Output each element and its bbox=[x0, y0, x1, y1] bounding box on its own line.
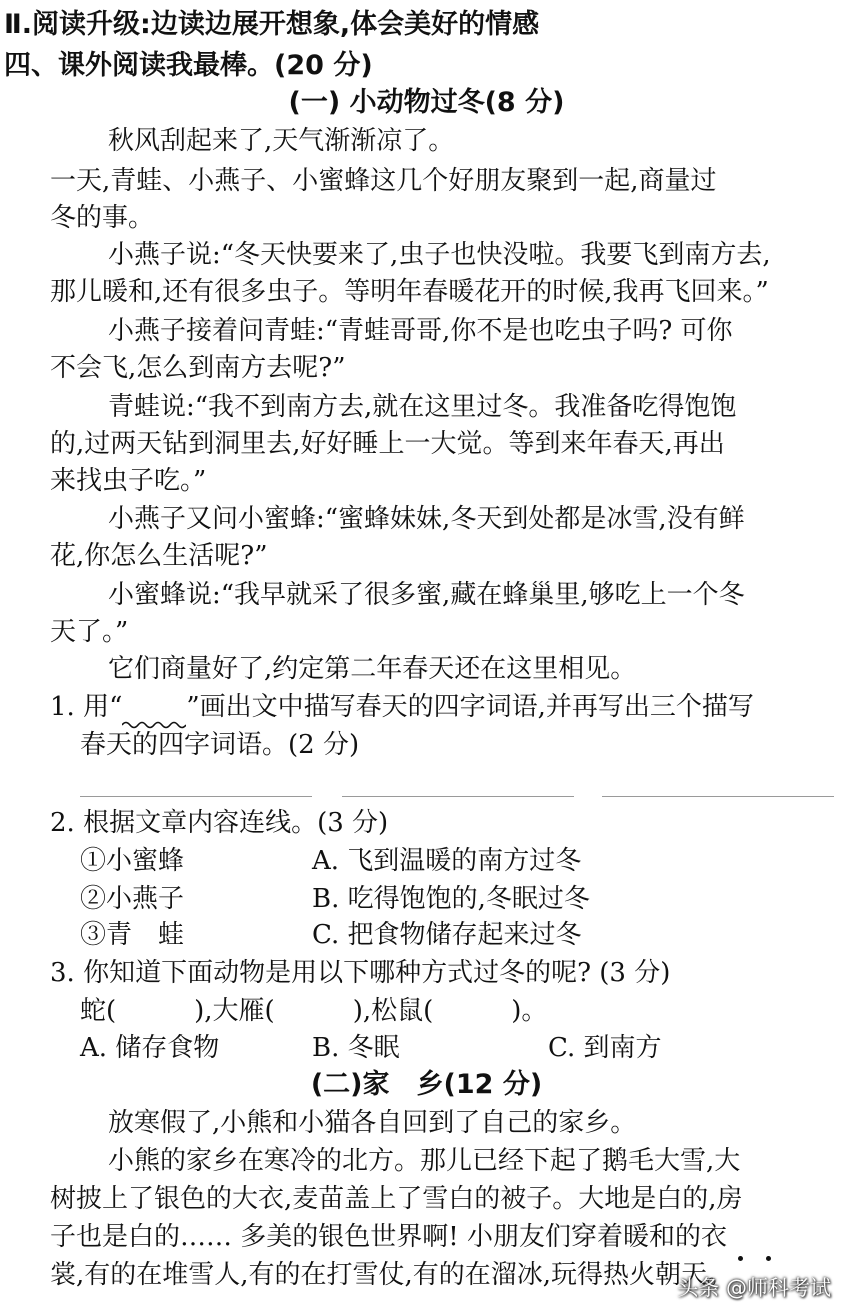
match-left-1[interactable]: ①小蜜蜂 bbox=[80, 846, 185, 876]
emphasis-dot bbox=[738, 1256, 743, 1261]
option-a: A. 储存食物 bbox=[80, 1033, 220, 1063]
passage1-line: 秋风刮起来了,天气渐渐凉了。 bbox=[108, 126, 455, 156]
passage2-line: 树披上了银色的大衣,麦苗盖上了雪白的被子。大地是白的,房 bbox=[50, 1184, 743, 1214]
passage1-line: 小燕子又问小蜜蜂:“蜜蜂妹妹,冬天到处都是冰雪,没有鲜 bbox=[108, 504, 745, 534]
question-1-prefix: 1. 用“ bbox=[50, 692, 123, 722]
wavy-underline-mark bbox=[122, 710, 186, 724]
question-1-suffix: ”画出文中描写春天的四字词语,并再写出三个描写 bbox=[186, 692, 754, 722]
passage2-line: 子也是白的…… 多美的银色世界啊! 小朋友们穿着暖和的衣 bbox=[50, 1222, 727, 1252]
passage1-line: 不会飞,怎么到南方去呢?” bbox=[50, 353, 346, 383]
passage1-line: 那儿暖和,还有很多虫子。等明年春暖花开的时候,我再飞回来。” bbox=[50, 277, 769, 307]
match-right-b[interactable]: B. 吃得饱饱的,冬眠过冬 bbox=[312, 884, 590, 914]
option-b: B. 冬眠 bbox=[312, 1033, 400, 1063]
passage1-title: (一) 小动物过冬(8 分) bbox=[288, 87, 565, 118]
passage1-line: 它们商量好了,约定第二年春天还在这里相见。 bbox=[108, 654, 637, 684]
passage2-line: 裳,有的在堆雪人,有的在打雪仗,有的在溜冰,玩得热火朝天。 bbox=[50, 1260, 734, 1290]
passage1-line: 小蜜蜂说:“我早就采了很多蜜,藏在蜂巢里,够吃上一个冬 bbox=[108, 580, 745, 610]
passage1-line: 一天,青蛙、小燕子、小蜜蜂这几个好朋友聚到一起,商量过 bbox=[50, 166, 717, 196]
passage1-line: 小燕子接着问青蛙:“青蛙哥哥,你不是也吃虫子吗? 可你 bbox=[108, 316, 733, 346]
option-c: C. 到南方 bbox=[548, 1033, 662, 1063]
section-title: Ⅱ.阅读升级:边读边展开想象,体会美好的情感 bbox=[4, 9, 540, 40]
passage1-line: 天了。” bbox=[50, 617, 129, 647]
match-left-2[interactable]: ②小燕子 bbox=[80, 884, 185, 914]
passage1-line: 花,你怎么生活呢?” bbox=[50, 541, 268, 571]
match-right-a[interactable]: A. 飞到温暖的南方过冬 bbox=[312, 846, 582, 876]
question-3: 3. 你知道下面动物是用以下哪种方式过冬的呢? (3 分) bbox=[50, 958, 671, 988]
passage2-line: 小熊的家乡在寒冷的北方。那儿已经下起了鹅毛大雪,大 bbox=[108, 1146, 741, 1176]
answer-line-2[interactable] bbox=[342, 796, 574, 797]
answer-line-3[interactable] bbox=[602, 796, 834, 797]
question-2: 2. 根据文章内容连线。(3 分) bbox=[50, 808, 389, 838]
passage1-line: 来找虫子吃。” bbox=[50, 466, 207, 496]
question-1 bbox=[50, 690, 754, 724]
match-right-c[interactable]: C. 把食物储存起来过冬 bbox=[312, 920, 582, 950]
match-left-3[interactable]: ③青 蛙 bbox=[80, 920, 185, 950]
question-1-line2: 春天的四字词语。(2 分) bbox=[80, 730, 360, 760]
emphasis-dot bbox=[766, 1256, 771, 1261]
passage2-title: (二)家 乡(12 分) bbox=[310, 1069, 543, 1100]
question-3-blanks[interactable]: 蛇( ),大雁( ),松鼠( )。 bbox=[80, 996, 548, 1026]
answer-line-1[interactable] bbox=[80, 796, 312, 797]
watermark: 头条 @师科考试 bbox=[677, 1276, 831, 1300]
passage1-line: 的,过两天钻到洞里去,好好睡上一大觉。等到来年春天,再出 bbox=[50, 429, 725, 459]
passage2-line: 放寒假了,小熊和小猫各自回到了自己的家乡。 bbox=[108, 1108, 637, 1138]
passage1-line: 青蛙说:“我不到南方去,就在这里过冬。我准备吃得饱饱 bbox=[108, 392, 737, 422]
passage1-line: 小燕子说:“冬天快要来了,虫子也快没啦。我要飞到南方去, bbox=[108, 240, 771, 270]
part-title: 四、课外阅读我最棒。(20 分) bbox=[4, 50, 373, 81]
passage1-line: 冬的事。 bbox=[50, 203, 155, 233]
